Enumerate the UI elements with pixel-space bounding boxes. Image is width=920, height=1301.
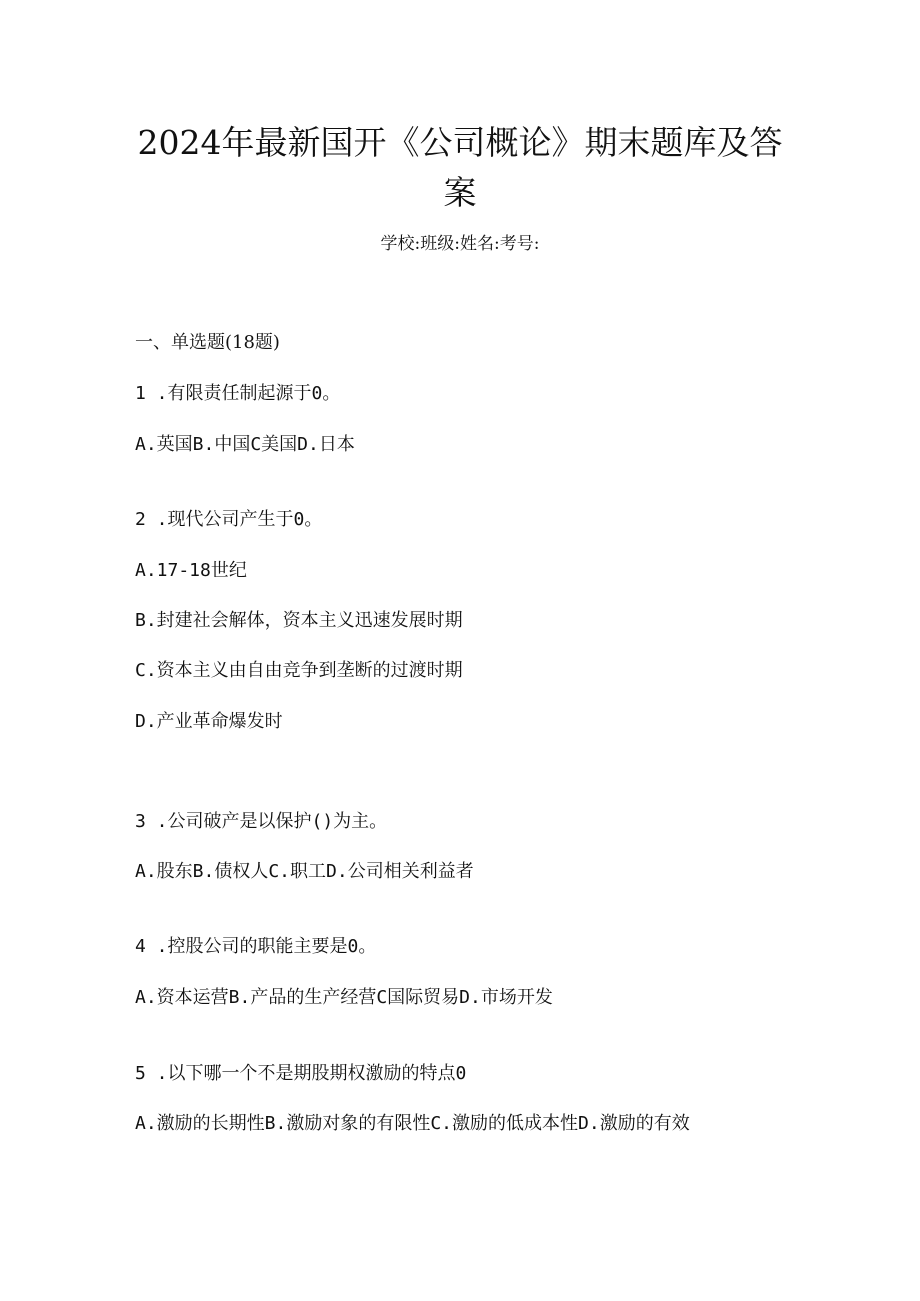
document-title: 2024年最新国开《公司概论》期末题库及答案 bbox=[137, 123, 783, 212]
question-stem: 3 .公司破产是以保护()为主。 bbox=[135, 811, 388, 832]
question-stem: 2 .现代公司产生于0。 bbox=[135, 509, 323, 530]
question-option: A.资本运营B.产品的生产经营C国际贸易D.市场开发 bbox=[135, 987, 553, 1008]
student-info-line: 学校:班级:姓名:考号: bbox=[380, 234, 540, 254]
question-option: D.产业革命爆发时 bbox=[135, 711, 283, 732]
question-option: A.英国B.中国C美国D.日本 bbox=[135, 434, 355, 455]
question-option: B.封建社会解体，资本主义迅速发展时期 bbox=[135, 610, 463, 631]
question-option: A.股东B.债权人C.职工D.公司相关利益者 bbox=[135, 861, 474, 882]
question-option: C.资本主义由自由竞争到垄断的过渡时期 bbox=[135, 660, 463, 681]
question-stem: 1 .有限责任制起源于0。 bbox=[135, 383, 341, 404]
section-heading: 一、单选题(18题) bbox=[135, 332, 280, 353]
question-stem: 5 .以下哪一个不是期股期权激励的特点0 bbox=[135, 1063, 467, 1084]
question-stem: 4 .控股公司的职能主要是0。 bbox=[135, 936, 377, 957]
question-option: A.17-18世纪 bbox=[135, 560, 247, 581]
question-option: A.激励的长期性B.激励对象的有限性C.激励的低成本性D.激励的有效 bbox=[135, 1113, 690, 1134]
